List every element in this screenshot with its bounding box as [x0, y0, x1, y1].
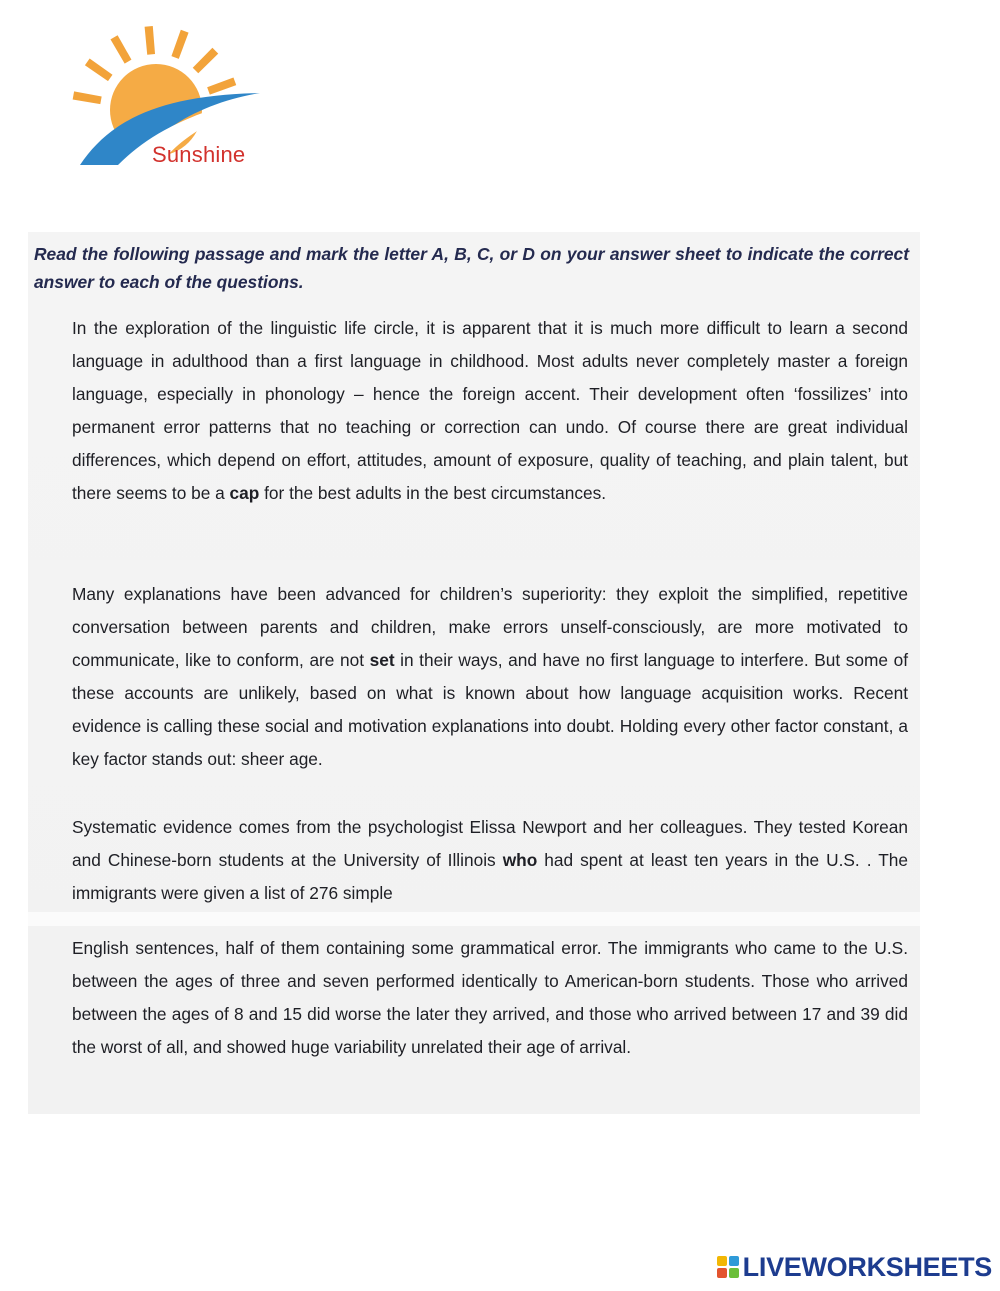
paragraph-3: [72, 811, 908, 910]
sun-ray: [171, 30, 188, 59]
sun-ray: [73, 91, 102, 104]
liveworksheets-grid-icon: [717, 1256, 739, 1278]
paragraph-3-text-b: had spent at least ten years in the U.S. . The immigrants were given a list of 276 simple: [72, 850, 909, 903]
sun-ray: [207, 77, 236, 94]
page-seam: [28, 912, 920, 926]
paragraph-2-text-a: Many explanations have been advanced for children’s superiority: they exploit the simplified, repetitive conversation between parents and children, make errors unself-consciously, are more motivated to communicate, like to conform, are not: [72, 584, 908, 670]
paragraph-1-text-b: for the best adults in the best circumstances.: [259, 483, 607, 503]
sun-ray: [110, 35, 131, 63]
sun-ray: [85, 59, 113, 82]
instruction-text: Read the following passage and mark the letter A, B, C, or D on your answer sheet to indicate the correct answer to each of the questions.: [34, 244, 909, 292]
paragraph-2: [72, 578, 908, 776]
sun-ray: [145, 26, 155, 55]
grid-cell: [729, 1268, 739, 1278]
keyword-cap: cap: [229, 483, 260, 503]
grid-cell: [717, 1268, 727, 1278]
liveworksheets-text: LIVEWORKSHEETS: [742, 1251, 992, 1282]
paragraph-1-text-a: In the exploration of the linguistic life circle, it is apparent that it is much more difficult to learn a second language in adulthood than a first language in childhood. Most adults never completely master a foreign language, especially in phonology – hence the foreign accent. Their development often ‘fossilizes’ into permanent error patterns that no teaching or correction can undo. Of course there are great individual differences, which depend on effort, attitudes, amount of exposure, quality of teaching, and plain talent, but there seems to be a: [72, 318, 908, 503]
keyword-set: set: [369, 650, 395, 670]
sun-ray: [193, 48, 219, 74]
grid-cell: [729, 1256, 739, 1266]
liveworksheets-logo: [717, 1250, 992, 1284]
paragraph-4: English sentences, half of them containing some grammatical error. The immigrants who came to the U.S. between the ages of three and seven performed identically to American-born students. Those who arrived between the ages of 8 and 15 did worse the later they arrived, and those who arrived between 17 and 39 did the worst of all, and showed huge variability unrelated their age of arrival.: [72, 938, 908, 1057]
paragraph-2-text-b: in their ways, and have no first language to interfere. But some of these accounts are unlikely, based on what is known about how language acquisition works. Recent evidence is calling these social and motivation explanations into doubt. Holding every other factor constant, a key factor stands out: sheer age.: [72, 650, 908, 769]
brand-name: Sunshine: [152, 142, 246, 167]
paragraph-3-text-a: Systematic evidence comes from the psychologist Elissa Newport and her colleagues. They tested Korean and Chinese-born students at the University of Illinois: [72, 817, 908, 870]
keyword-who: who: [502, 850, 538, 870]
paragraph-1: [72, 312, 908, 510]
grid-cell: [717, 1256, 727, 1266]
